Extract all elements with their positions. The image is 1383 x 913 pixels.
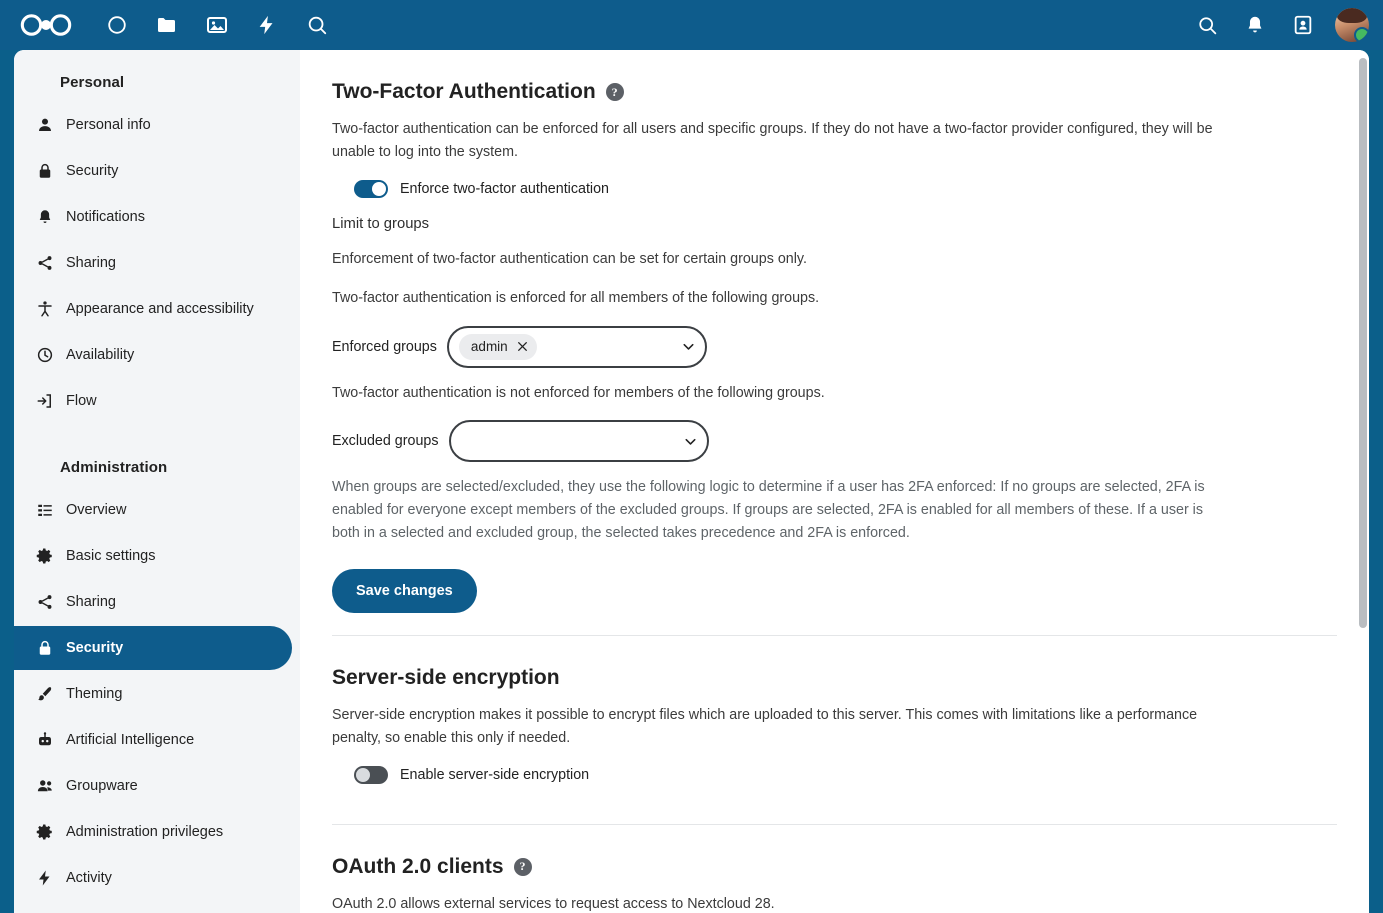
share-icon: [36, 254, 66, 272]
sidebar-item-label: Flow: [66, 393, 97, 409]
lock-icon: [36, 162, 66, 180]
sidebar-item-flow[interactable]: [14, 379, 292, 423]
chevron-down-icon[interactable]: [682, 433, 699, 450]
sidebar-item-label: Sharing: [66, 255, 116, 271]
enable-encryption-label: Enable server-side encryption: [400, 766, 590, 783]
list-icon: [36, 501, 66, 519]
section-two-factor-authentication: [332, 50, 1337, 636]
gear-icon: [36, 547, 66, 565]
nextcloud-logo[interactable]: [0, 12, 92, 38]
sidebar-item-security-admin[interactable]: [14, 626, 292, 670]
excluded-groups-select[interactable]: [449, 420, 709, 462]
group-chip-label: admin: [470, 339, 508, 354]
two-factor-description: Two-factor authentication can be enforced for all users and specific groups. If they do not have a two-factor provider configured, they will be unable to log into the system.: [332, 121, 1213, 160]
help-icon[interactable]: ?: [514, 858, 532, 876]
sidebar-item-sharing-admin[interactable]: [14, 580, 292, 624]
sidebar-item-theming[interactable]: [14, 672, 292, 716]
sidebar-item-label: Artificial Intelligence: [66, 732, 195, 748]
sidebar-caption-personal: Personal: [60, 74, 125, 91]
sidebar-item-label: Basic settings: [66, 548, 156, 564]
flow-icon: [36, 392, 66, 410]
oauth-clients-description: OAuth 2.0 allows external services to request access to Nextcloud 28.: [332, 895, 775, 912]
sidebar-item-artificial-intelligence[interactable]: [14, 718, 292, 762]
sidebar-item-label: Availability: [66, 347, 135, 363]
sidebar-item-notifications[interactable]: [14, 195, 292, 239]
section-server-side-encryption: [332, 636, 1337, 825]
excluded-groups-description: Two-factor authentication is not enforced for members of the following groups.: [332, 384, 825, 401]
sidebar-item-appearance-and-accessibility[interactable]: [14, 287, 292, 331]
group-chip[interactable]: [459, 334, 537, 360]
enforced-groups-row: [332, 326, 1337, 368]
sidebar-item-label: Theming: [66, 686, 123, 702]
settings-navigation: [14, 50, 300, 913]
content-scrollbar[interactable]: [1359, 58, 1367, 903]
app-frame: [14, 50, 1369, 913]
sidebar-item-label: Security: [66, 640, 124, 656]
server-side-encryption-title: [332, 666, 1337, 690]
sidebar-item-groupware[interactable]: [14, 764, 292, 808]
avatar[interactable]: [1335, 8, 1369, 42]
admin-gear-icon: [36, 823, 66, 841]
enforce-two-factor-toggle[interactable]: [354, 180, 388, 198]
enable-encryption-toggle[interactable]: [354, 766, 388, 784]
lock-icon: [36, 639, 66, 657]
enforced-groups-label: Enforced groups: [332, 338, 437, 355]
sidebar-caption-administration: Administration: [60, 459, 168, 476]
group-icon: [36, 777, 66, 795]
accessibility-icon: [36, 300, 66, 318]
server-side-encryption-description: Server-side encryption makes it possible to encrypt files which are uploaded to this server. This comes with limitations like a performance penalty, so enable this only if needed.: [332, 707, 1198, 746]
activity-icon[interactable]: [242, 0, 292, 50]
two-factor-logic-note: When groups are selected/excluded, they use the following logic to determine if a user has 2FA enforced: If no groups are selected, 2FA is enabled for everyone except members of the excluded groups. If groups are selected, 2FA is enabled for all members of these. If a user is both in a selected and excluded group, the selected takes precedence and 2FA is enforced.: [332, 479, 1205, 542]
oauth-clients-title: [332, 855, 1337, 879]
search-app-icon[interactable]: [292, 0, 342, 50]
two-factor-title-text: Two-Factor Authentication: [332, 80, 596, 103]
sidebar-item-basic-settings[interactable]: [14, 534, 292, 578]
enforce-two-factor-toggle-row: [354, 180, 1337, 198]
sidebar-item-availability[interactable]: [14, 333, 292, 377]
excluded-groups-label: Excluded groups: [332, 433, 439, 450]
notifications-bell-icon[interactable]: [1231, 0, 1279, 50]
enforced-groups-select[interactable]: [447, 326, 707, 368]
server-side-encryption-title-text: Server-side encryption: [332, 666, 560, 689]
search-icon[interactable]: [1183, 0, 1231, 50]
sidebar-item-label: Notifications: [66, 209, 145, 225]
dashboard-icon[interactable]: [92, 0, 142, 50]
sidebar-item-label: Activity: [66, 870, 112, 886]
excluded-groups-row: [332, 420, 1337, 462]
sidebar-item-overview[interactable]: [14, 488, 292, 532]
activity-icon: [36, 869, 66, 887]
oauth-clients-title-text: OAuth 2.0 clients: [332, 854, 504, 878]
limit-to-groups-description: Enforcement of two-factor authentication can be set for certain groups only.: [332, 250, 807, 267]
enforce-two-factor-label: Enforce two-factor authentication: [400, 180, 610, 197]
sidebar-item-label: Groupware: [66, 778, 138, 794]
sidebar-item-label: Security: [66, 163, 119, 179]
enforced-groups-description: Two-factor authentication is enforced for all members of the following groups.: [332, 289, 820, 306]
bell-icon: [36, 208, 66, 226]
top-bar: [0, 0, 1383, 50]
save-changes-button[interactable]: Save changes: [332, 569, 477, 613]
help-icon[interactable]: ?: [606, 83, 624, 101]
close-icon[interactable]: [516, 340, 529, 353]
photos-icon[interactable]: [192, 0, 242, 50]
share-icon: [36, 593, 66, 611]
section-oauth-clients: [332, 825, 1337, 913]
sidebar-item-label: Sharing: [66, 594, 116, 610]
brush-icon: [36, 685, 66, 703]
top-bar-right: [1183, 0, 1383, 50]
chevron-down-icon[interactable]: [680, 338, 697, 355]
person-icon: [36, 116, 66, 134]
scrollbar-thumb[interactable]: [1359, 58, 1367, 628]
sidebar-item-administration-privileges[interactable]: [14, 810, 292, 854]
sidebar-item-security[interactable]: [14, 149, 292, 193]
clock-icon: [36, 346, 66, 364]
settings-content: [300, 50, 1369, 913]
sidebar-item-label: Overview: [66, 502, 127, 518]
sidebar-item-activity[interactable]: [14, 856, 292, 900]
sidebar-item-personal-info[interactable]: [14, 103, 292, 147]
sidebar-item-sharing[interactable]: [14, 241, 292, 285]
sidebar-item-label: Personal info: [66, 117, 151, 133]
sidebar-item-label: Administration privileges: [66, 824, 224, 840]
contacts-icon[interactable]: [1279, 0, 1327, 50]
limit-to-groups-heading: Limit to groups: [332, 215, 430, 232]
sidebar-item-label: Appearance and accessibility: [66, 301, 254, 317]
files-icon[interactable]: [142, 0, 192, 50]
enable-encryption-toggle-row: [354, 766, 1337, 784]
page-title: [332, 80, 1337, 104]
robot-icon: [36, 731, 66, 749]
top-navigation: [92, 0, 342, 50]
